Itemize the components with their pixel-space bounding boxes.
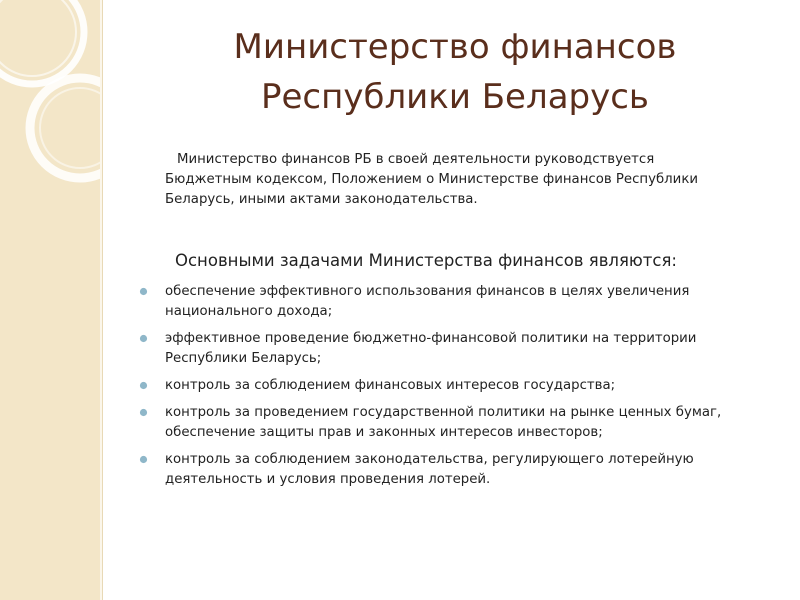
task-text: эффективное проведение бюджетно-финансовой политики на территории Республики Беларусь; <box>165 331 697 366</box>
task-text: контроль за проведением государственной политики на рынке ценных бумаг, обеспечение защиты прав и законных интересов инвесторов; <box>165 405 722 440</box>
task-item <box>135 450 775 490</box>
slide-title <box>130 22 780 122</box>
task-item <box>135 282 775 322</box>
slide-title-line1: Министерство финансов <box>233 27 677 67</box>
slide-title-line2: Республики Беларусь <box>261 77 649 117</box>
task-list <box>135 282 775 497</box>
task-item <box>135 329 775 369</box>
ring-decoration-icon <box>0 0 100 600</box>
side-stripe-line <box>102 0 103 600</box>
side-decoration-panel <box>0 0 100 600</box>
task-text: обеспечение эффективного использования финансов в целях увеличения национального дохода; <box>165 284 690 319</box>
task-item <box>135 376 775 396</box>
task-item <box>135 403 775 443</box>
task-text: контроль за соблюдением финансовых интересов государства; <box>165 378 616 393</box>
task-text: контроль за соблюдением законодательства, регулирующего лотерейную деятельность и условия проведения лотерей. <box>165 452 694 487</box>
intro-paragraph: Министерство финансов РБ в своей деятельности руководствуется Бюджетным кодексом, Положением о Министерстве финансов Республики Беларусь, иными актами законодательства. <box>165 152 698 207</box>
tasks-heading: Основными задачами Министерства финансов являются: <box>175 251 677 270</box>
